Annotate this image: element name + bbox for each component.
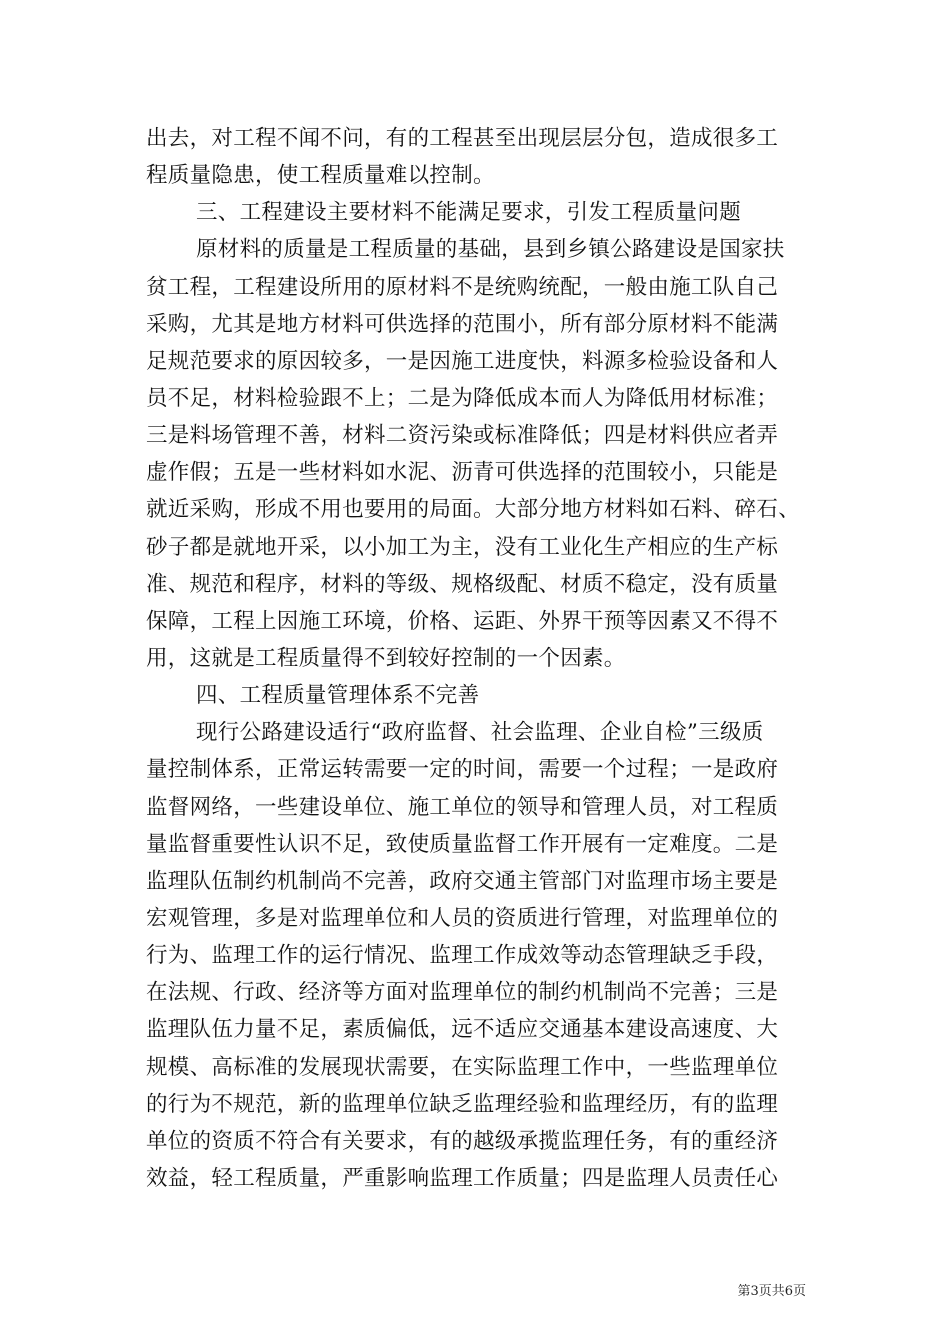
- text-line: 砂子都是就地开采，以小加工为主，没有工业化生产相应的生产标: [146, 534, 779, 560]
- text-line: 监理队伍力量不足，素质偏低，远不适应交通基本建设高速度、大: [146, 1017, 779, 1043]
- text-line: 规模、高标准的发展现状需要，在实际监理工作中，一些监理单位: [146, 1054, 779, 1080]
- text-line: 足规范要求的原因较多，一是因施工进度快，料源多检验设备和人: [146, 348, 779, 374]
- section-heading-3: 三、工程建设主要材料不能满足要求，引发工程质量问题: [196, 200, 742, 226]
- text-line: 贫工程，工程建设所用的原材料不是统购统配，一般由施工队自己: [146, 274, 779, 300]
- text-line: 程质量隐患，使工程质量难以控制。: [146, 163, 495, 189]
- text-line: 三是料场管理不善，材料二资污染或标准降低；四是材料供应者弄: [146, 423, 779, 449]
- page-number-footer: 第3页共6页: [737, 1284, 806, 1299]
- text-line: 效益，轻工程质量，严重影响监理工作质量；四是监理人员责任心: [146, 1165, 779, 1191]
- text-line: 单位的资质不符合有关要求，有的越级承揽监理任务，有的重经济: [146, 1128, 779, 1154]
- text-line: 现行公路建设适行“政府监督、社会监理、企业自检”三级质: [196, 720, 764, 746]
- text-line: 出去，对工程不闻不问，有的工程甚至出现层层分包，造成很多工: [146, 126, 779, 151]
- section-heading-4: 四、工程质量管理体系不完善: [196, 683, 480, 709]
- text-line: 采购，尤其是地方材料可供选择的范围小，所有部分原材料不能满: [146, 311, 779, 337]
- text-line: 在法规、行政、经济等方面对监理单位的制约机制尚不完善；三是: [146, 980, 779, 1006]
- text-line: 宏观管理，多是对监理单位和人员的资质进行管理，对监理单位的: [146, 905, 779, 931]
- text-line: 员不足，材料检验跟不上；二是为降低成本而人为降低用材标准；: [146, 385, 779, 411]
- text-line: 行为、监理工作的运行情况、监理工作成效等动态管理缺乏手段，: [146, 943, 779, 969]
- text-line: 就近采购，形成不用也要用的局面。大部分地方材料如石料、碎石、: [146, 497, 801, 523]
- text-line: 用，这就是工程质量得不到较好控制的一个因素。: [146, 645, 626, 671]
- body-text: [146, 120, 808, 1197]
- text-line: 准、规范和程序，材料的等级、规格级配、材质不稳定，没有质量: [146, 571, 779, 597]
- text-line: 监督网络，一些建设单位、施工单位的领导和管理人员，对工程质: [146, 794, 779, 820]
- text-line: 的行为不规范，新的监理单位缺乏监理经验和监理经历，有的监理: [146, 1091, 779, 1117]
- text-line: 量控制体系，正常运转需要一定的时间，需要一个过程；一是政府: [146, 757, 779, 783]
- text-line: 虚作假；五是一些材料如水泥、沥青可供选择的范围较小，只能是: [146, 460, 779, 486]
- text-line: 原材料的质量是工程质量的基础，县到乡镇公路建设是国家扶: [196, 237, 785, 263]
- text-line: 量监督重要性认识不足，致使质量监督工作开展有一定难度。二是: [146, 831, 779, 857]
- text-line: 监理队伍制约机制尚不完善，政府交通主管部门对监理市场主要是: [146, 868, 779, 894]
- text-line: 保障，工程上因施工环境，价格、运距、外界干预等因素又不得不: [146, 608, 779, 634]
